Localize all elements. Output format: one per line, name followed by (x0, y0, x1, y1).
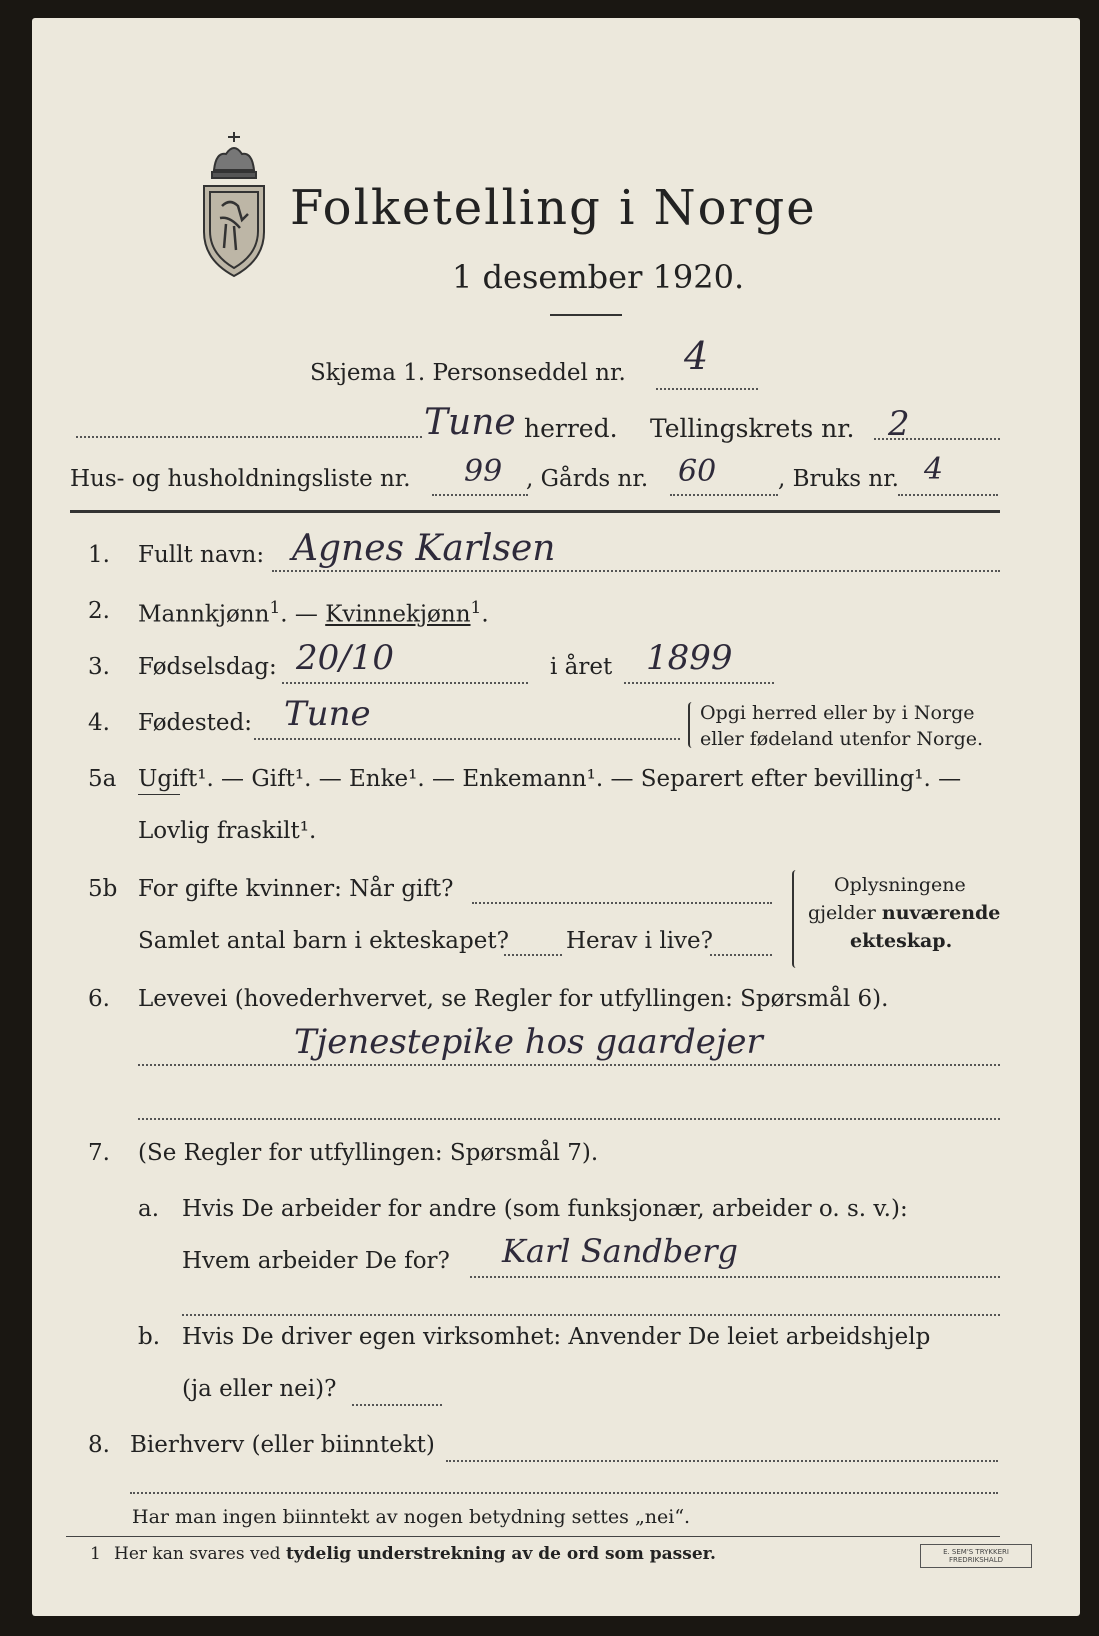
header-separator (70, 510, 1000, 513)
bruks-nr-value: 4 (924, 452, 944, 487)
gards-label: , Gårds nr. (526, 466, 649, 492)
q7a-employer-label: Hvem arbeider De for? (182, 1248, 450, 1274)
q2-gender-options: Mannkjønn$^1$. — Kvinnekjønn$^1$. (138, 598, 489, 628)
q6-line1 (138, 1064, 1000, 1066)
q3-label: Fødselsdag: (138, 654, 277, 680)
tellingskrets-line (874, 438, 1000, 440)
q3-number: 3. (88, 654, 110, 680)
q3-date-line (282, 682, 528, 684)
q8-label: Bierhverv (eller biinntekt) (130, 1432, 435, 1458)
gards-nr-value: 60 (678, 454, 717, 489)
norwegian-coat-of-arms-icon (196, 128, 272, 280)
skjema-label: Skjema 1. Personseddel nr. (310, 360, 626, 386)
gards-line (670, 494, 778, 496)
bruks-line (898, 494, 998, 496)
q5b-married-when-label: For gifte kvinner: Når gift? (138, 876, 454, 902)
q7a-employer-value: Karl Sandberg (502, 1232, 738, 1270)
q8-extra-line (130, 1492, 998, 1494)
q4-label: Fødested: (138, 710, 253, 736)
bruks-label: , Bruks nr. (778, 466, 899, 492)
tellingskrets-label: Tellingskrets nr. (650, 414, 855, 443)
q5b-children-line (504, 954, 562, 956)
q6-occupation-value: Tjenestepike hos gaardejer (294, 1022, 763, 1062)
q3-year-label: i året (550, 654, 613, 680)
q6-label: Levevei (hovederhvervet, se Regler for utfyllingen: Spørsmål 6). (138, 986, 889, 1012)
q5a-line2: Lovlig fraskilt¹. (138, 818, 317, 844)
q8-line (446, 1460, 998, 1462)
husliste-nr-value: 99 (464, 454, 503, 489)
q2-kvinnekjonn-underlined: Kvinnekjønn (325, 601, 471, 628)
q7a-employer-line (470, 1276, 1000, 1278)
q3-year-line (624, 682, 774, 684)
q5b-alive-label: Herav i live? (566, 928, 713, 954)
tellingskrets-nr-value: 2 (888, 404, 910, 444)
q1-label: Fullt navn: (138, 542, 265, 568)
q4-brace (688, 702, 696, 748)
q1-line (272, 570, 1000, 572)
q6-line2 (138, 1118, 1000, 1120)
personseddel-line (656, 388, 758, 390)
q7-number: 7. (88, 1140, 110, 1166)
q5b-children-label: Samlet antal barn i ekteskapet? (138, 928, 509, 954)
q5a-number: 5a (88, 766, 117, 792)
q4-note-line2: eller fødeland utenfor Norge. (700, 728, 984, 750)
census-form-page (32, 18, 1080, 1616)
q5b-alive-line (710, 954, 772, 956)
q7b-line1: Hvis De driver egen virksomhet: Anvender De leiet arbeidshjelp (182, 1324, 931, 1350)
q5b-brace (792, 870, 800, 968)
census-date: 1 desember 1920. (452, 258, 745, 296)
q7b-line2: (ja eller nei)? (182, 1376, 337, 1402)
herred-value: Tune (424, 402, 516, 443)
q4-birthplace-value: Tune (284, 694, 371, 734)
husliste-label: Hus- og husholdningsliste nr. (70, 466, 411, 492)
herred-label: herred. (524, 414, 618, 443)
q7b-line (352, 1404, 442, 1406)
q7a-line1: Hvis De arbeider for andre (som funksjonær, arbeider o. s. v.): (182, 1196, 908, 1222)
husliste-line (432, 494, 528, 496)
q5a-marital-options: Ugift¹. — Gift¹. — Enke¹. — Enkemann¹. — Separert efter bevilling¹. — (138, 766, 962, 792)
q7-label: (Se Regler for utfyllingen: Spørsmål 7). (138, 1140, 599, 1166)
footnote-number: 1 (90, 1544, 101, 1564)
footer-rule (66, 1536, 1000, 1537)
q1-number: 1. (88, 542, 110, 568)
q5b-number: 5b (88, 876, 118, 902)
q5b-married-when-line (472, 902, 772, 904)
q2-number: 2. (88, 598, 110, 624)
q8-number: 8. (88, 1432, 110, 1458)
footer-note: Har man ingen biinntekt av nogen betydning settes „nei“. (132, 1506, 691, 1528)
q5a-ugift-underline (138, 794, 180, 795)
personseddel-nr-value: 4 (684, 334, 709, 378)
title-divider (550, 314, 622, 316)
q7b-letter: b. (138, 1324, 161, 1350)
q3-year-value: 1899 (646, 638, 733, 678)
printer-stamp: E. SEM'S TRYKKERI FREDRIKSHALD (920, 1544, 1032, 1568)
footnote-text: Her kan svares ved tydelig understrekning av de ord som passer. (114, 1544, 716, 1564)
q7a-letter: a. (138, 1196, 160, 1222)
q5b-note-line2: gjelder nuværende (808, 902, 1001, 924)
form-title: Folketelling i Norge (290, 180, 817, 236)
herred-line-left (76, 436, 422, 438)
q4-line (254, 738, 680, 740)
q3-birthdate-value: 20/10 (296, 638, 394, 678)
q6-number: 6. (88, 986, 110, 1012)
q1-name-value: Agnes Karlsen (292, 528, 556, 569)
q5b-note-line3: ekteskap. (850, 930, 953, 952)
q4-number: 4. (88, 710, 110, 736)
q7a-extra-line (182, 1314, 1000, 1316)
q5b-note-line1: Oplysningene (834, 874, 966, 896)
q4-note-line1: Opgi herred eller by i Norge (700, 702, 975, 724)
